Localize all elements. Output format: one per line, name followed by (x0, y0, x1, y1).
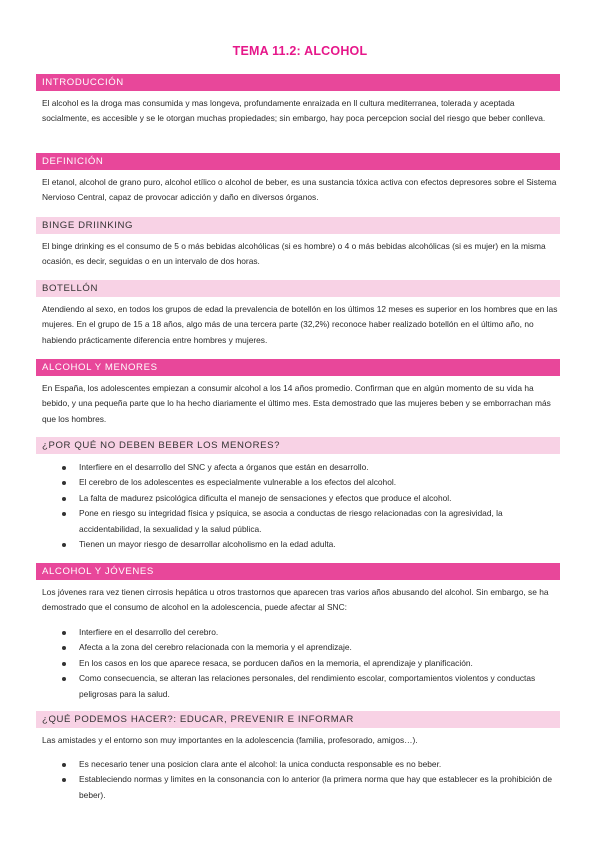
list-item-text: Interfiere en el desarrollo del SNC y afecta a órganos que están en desarrollo. (79, 462, 369, 472)
bullet-icon (62, 778, 66, 782)
section-heading-botellon: BOTELLÓN (36, 280, 560, 297)
list-item (62, 625, 562, 640)
section-heading-binge-drinking: BINGE DRIINKING (36, 217, 560, 234)
list-item-text: Afecta a la zona del cerebro relacionada con la memoria y el aprendizaje. (79, 642, 352, 653)
list-item (62, 772, 562, 803)
section-text-que-podemos-hacer: Las amistades y el entorno son muy importantes en la adolescencia (familia, profesorado, amigos…). (42, 735, 418, 745)
list-item (62, 640, 562, 655)
list-item (62, 475, 562, 490)
bullet-icon (62, 662, 66, 666)
bullet-list-por-que-no-deben-beber (62, 460, 562, 552)
section-text-alcohol-y-menores: En España, los adolescentes empiezan a consumir alcohol a los 14 años promedio. Confirman que en algún momento de su vida ha bebido, y una pequeña parte que lo ha hecho diariamente el último mes. Esta demostrado que las mujeres beben y se emborrachan más que los hombres. (42, 383, 551, 424)
list-item-text: Estableciendo normas y limites en la consonancia con lo anterior (la primera norma que hay que establecer es la prohibición de beber). (79, 774, 552, 800)
section-heading-alcohol-y-menores: ALCOHOL Y MENORES (36, 359, 560, 376)
bullet-icon (62, 677, 66, 681)
list-item (62, 460, 562, 475)
section-text-botellon: Atendiendo al sexo, en todos los grupos de edad la prevalencia de botellón en los últimos 12 meses es superior en los hombres que en las mujeres. En el grupo de 15 a 18 años, algo más de una tercera parte (32,2%) reconoce haber realizado botellón en el último año, no habiendo prácticamente diferencia entre hombres y mujeres. (42, 304, 558, 345)
list-item-text: La falta de madurez psicológica dificulta el manejo de sensaciones y efectos que produce el alcohol. (79, 492, 452, 503)
list-item-text: El cerebro de los adolescentes es especialmente vulnerable a los efectos del alcohol. (79, 477, 397, 488)
list-item (62, 757, 562, 772)
bullet-icon (62, 763, 66, 767)
list-item-text: En los casos en los que aparece resaca, se porducen daños en la memoria, el aprendizaje y planificación. (79, 657, 473, 668)
page-title: TEMA 11.2: ALCOHOL (232, 44, 368, 58)
list-item (62, 671, 562, 702)
list-item (62, 491, 562, 506)
section-heading-alcohol-y-jovenes: ALCOHOL Y JÓVENES (36, 563, 560, 580)
list-item-text: Es necesario tener una posicion clara ante el alcohol: la unica conducta responsable es no beber. (79, 759, 442, 769)
section-text-definicion: El etanol, alcohol de grano puro, alcohol etílico o alcohol de beber, es una sustancia tóxica activa con efectos depresores sobre el Sistema Nervioso Central, capaz de provocar adicción y daño en diversos órganos. (42, 177, 557, 203)
list-item-text: Pone en riesgo su integridad física y psíquica, se asocia a conductas de riesgo relacionadas con la agresividad, la accidentabilidad, la sexualidad y la salud pública. (79, 508, 503, 534)
bullet-icon (62, 466, 66, 470)
section-text-alcohol-y-jovenes: Los jóvenes rara vez tienen cirrosis hepática u otros trastornos que aparecen tras varios años abusando del alcohol. Sin embargo, se ha demostrado que el consumo de alcohol en la adolescencia, puede afectar al SNC: (42, 587, 549, 613)
list-item-text: Interfiere en el desarrollo del cerebro. (79, 627, 219, 637)
section-text-introduccion: El alcohol es la droga mas consumida y mas longeva, profundamente enraizada en ll cultura mediterranea, tolerada y aceptada socialmente, es accesible y se le otorgan muchas propiedades; sin embargo, hay poca percepcion social del riesgo que beber conlleva. (42, 98, 546, 124)
bullet-list-alcohol-y-jovenes (62, 625, 562, 702)
section-heading-por-que-no-deben-beber: ¿POR QUÉ NO DEBEN BEBER LOS MENORES? (36, 437, 560, 454)
list-item (62, 506, 562, 537)
bullet-icon (62, 497, 66, 501)
section-text-binge-drinking: El binge drinking es el consumo de 5 o más bebidas alcohólicas (si es hombre) o 4 o más bebidas alcohólicas (si es mujer) en la misma ocasión, es decir, seguidas o en un intervalo de dos horas. (42, 241, 546, 267)
section-heading-introduccion: INTRODUCCIÓN (36, 74, 560, 91)
bullet-icon (62, 512, 66, 516)
section-heading-definicion: DEFINICIÓN (36, 153, 560, 170)
bullet-icon (62, 543, 66, 547)
list-item (62, 537, 562, 552)
bullet-list-que-podemos-hacer (62, 757, 562, 803)
section-heading-que-podemos-hacer: ¿QUÉ PODEMOS HACER?: EDUCAR, PREVENIR E INFORMAR (36, 711, 560, 728)
list-item (62, 656, 562, 671)
bullet-icon (62, 631, 66, 635)
list-item-text: Tienen un mayor riesgo de desarrollar alcoholismo en la edad adulta. (79, 539, 336, 550)
bullet-icon (62, 481, 66, 485)
list-item-text: Como consecuencia, se alteran las relaciones personales, del rendimiento escolar, comportamientos violentos y conductas peligrosas para la salud. (79, 673, 536, 699)
bullet-icon (62, 646, 66, 650)
